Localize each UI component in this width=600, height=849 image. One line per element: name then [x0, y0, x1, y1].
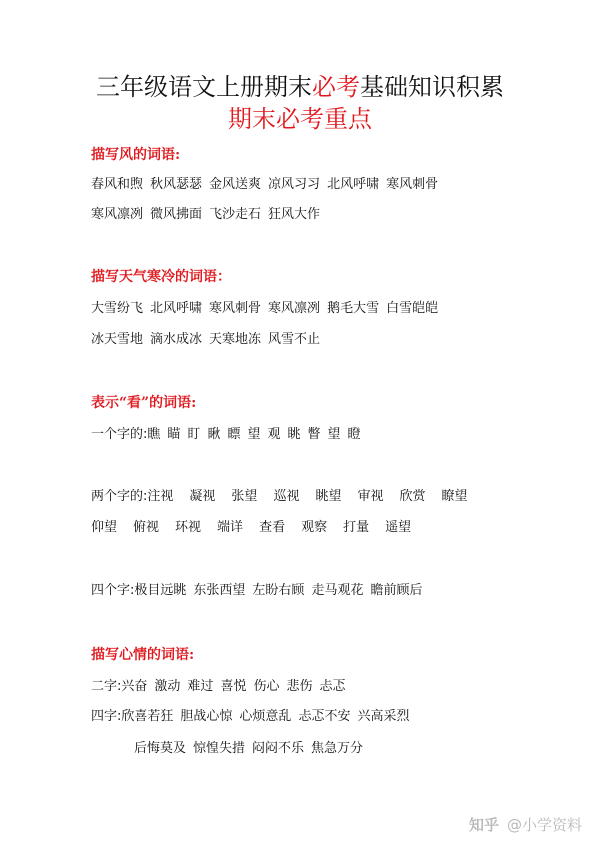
word: 寒风刺骨	[209, 301, 262, 316]
word: 注视	[147, 489, 174, 504]
word: 巡视	[273, 489, 300, 504]
word: 天寒地冻	[209, 332, 262, 347]
title-part2: 基础知识积累	[360, 73, 504, 101]
word: 秋风瑟瑟	[150, 177, 203, 192]
word-row	[91, 331, 327, 349]
word: 焦急万分	[311, 741, 364, 756]
word: 心烦意乱	[239, 709, 292, 724]
word: 欣赏	[399, 489, 426, 504]
word: 冰天雪地	[91, 332, 144, 347]
word: 忐忑不安	[298, 709, 351, 724]
word: 忐忑	[319, 679, 346, 694]
word: 凉风习习	[268, 177, 321, 192]
word: 寒风凛冽	[268, 301, 321, 316]
word: 喜悦	[220, 679, 247, 694]
row-label: 四字:	[91, 709, 122, 724]
word: 难过	[187, 679, 214, 694]
word: 白雪皑皑	[386, 301, 439, 316]
word-row-mood-four	[91, 708, 416, 726]
word: 极目远眺	[134, 583, 187, 598]
page-subtitle: 期末必考重点	[228, 105, 372, 133]
word: 查看	[259, 520, 286, 535]
word: 眺	[287, 427, 301, 442]
section-heading-wind: 描写风的词语:	[91, 147, 181, 163]
word-row	[91, 300, 445, 318]
word: 瞟	[227, 427, 241, 442]
section-heading-look: 表示“看”的词语:	[91, 395, 197, 411]
word-row-four-char	[91, 582, 429, 600]
word: 瞥	[307, 427, 321, 442]
word: 惊惶失措	[193, 741, 246, 756]
word: 兴高采烈	[357, 709, 410, 724]
row-label: 两个字的:	[91, 489, 148, 504]
word: 狂风大作	[268, 207, 321, 222]
title-part1: 三年级语文上册期末	[96, 73, 312, 101]
title-highlight: 必考	[312, 73, 360, 101]
watermark	[469, 814, 582, 835]
word-row-mood-two	[91, 678, 353, 696]
word: 打量	[343, 520, 370, 535]
word: 北风呼啸	[327, 177, 380, 192]
zhihu-logo: 知乎	[468, 816, 499, 834]
word: 仰望	[91, 520, 118, 535]
word: 左盼右顾	[252, 583, 305, 598]
word: 悲伤	[286, 679, 313, 694]
word-row-two-char	[91, 488, 484, 506]
word: 走马观花	[311, 583, 364, 598]
watermark-author: @小学资料	[506, 816, 582, 834]
word-row-mood-four	[134, 740, 370, 758]
word: 微风拂面	[150, 207, 203, 222]
word: 东张西望	[193, 583, 246, 598]
word: 春风和煦	[91, 177, 144, 192]
word-row-two-char	[91, 519, 427, 537]
row-label: 一个字的:	[91, 427, 148, 442]
section-heading-cold: 描写天气寒冷的词语：	[91, 269, 231, 285]
row-label: 四个字:	[91, 583, 135, 598]
word: 凝视	[189, 489, 216, 504]
word: 审视	[357, 489, 384, 504]
word: 寒风刺骨	[386, 177, 439, 192]
word: 鹅毛大雪	[327, 301, 380, 316]
word: 金风送爽	[209, 177, 262, 192]
word: 胆战心惊	[180, 709, 233, 724]
word: 后悔莫及	[134, 741, 187, 756]
row-label: 二字:	[91, 679, 122, 694]
word: 眺望	[315, 489, 342, 504]
word: 望	[247, 427, 261, 442]
word: 瞪	[347, 427, 361, 442]
word: 盯	[187, 427, 201, 442]
word: 大雪纷飞	[91, 301, 144, 316]
word: 瞭望	[441, 489, 468, 504]
word: 风雪不止	[268, 332, 321, 347]
word: 滴水成冰	[150, 332, 203, 347]
word-row	[91, 206, 327, 224]
page-title	[0, 72, 600, 102]
word: 飞沙走石	[209, 207, 262, 222]
word: 遥望	[385, 520, 412, 535]
word: 张望	[231, 489, 258, 504]
word: 欣喜若狂	[121, 709, 174, 724]
word: 观	[267, 427, 281, 442]
word: 瞄	[167, 427, 181, 442]
word: 寒风凛冽	[91, 207, 144, 222]
word: 俯视	[133, 520, 160, 535]
word: 端详	[217, 520, 244, 535]
section-heading-mood: 描写心情的词语:	[91, 647, 195, 663]
word-row	[91, 176, 445, 194]
word: 闷闷不乐	[252, 741, 305, 756]
word: 北风呼啸	[150, 301, 203, 316]
word: 兴奋	[121, 679, 148, 694]
word: 激动	[154, 679, 181, 694]
word: 伤心	[253, 679, 280, 694]
word: 瞧	[147, 427, 161, 442]
word: 观察	[301, 520, 328, 535]
word: 望	[327, 427, 341, 442]
word: 瞻前顾后	[370, 583, 423, 598]
word-row-one-char	[91, 426, 368, 444]
word: 瞅	[207, 427, 221, 442]
word: 环视	[175, 520, 202, 535]
